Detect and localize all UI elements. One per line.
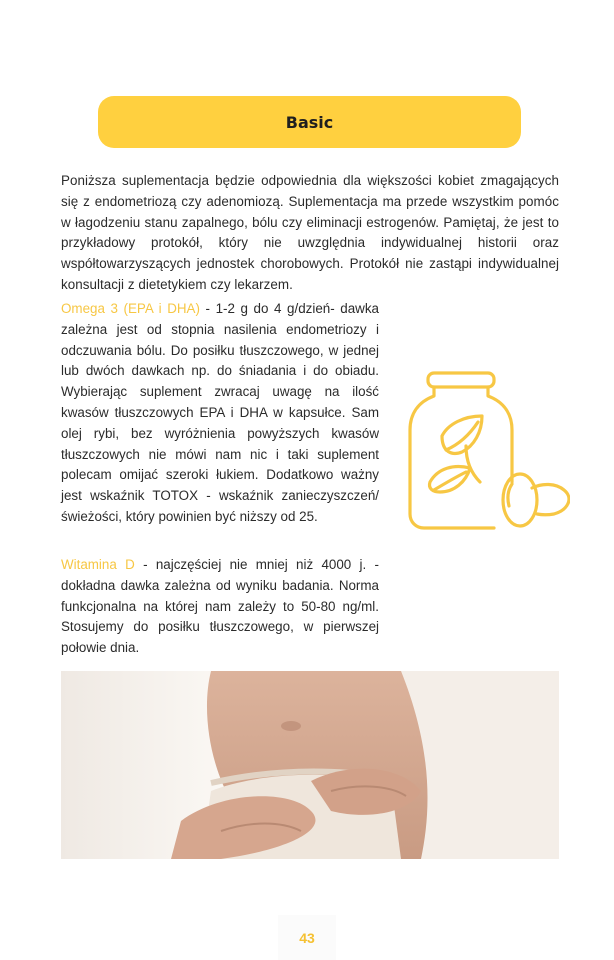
page-number-box	[278, 915, 336, 960]
vitamin-d-text: - najczęściej nie mniej niż 4000 j. - dokładna dawka zależna od wyniku badania. Norma funkcjonalna na której nam zależy to 50-80 ng/ml. Stosujemy do posiłku tłuszczowego, w pierwszej połowie dnia.	[61, 557, 379, 656]
abdomen-photo-illustration	[61, 671, 559, 859]
vitamin-d-label: Witamina D	[61, 557, 135, 572]
section-title: Basic	[285, 112, 334, 132]
vitamin-d-paragraph	[61, 555, 379, 659]
supplement-jar-icon	[404, 370, 570, 536]
omega-label: Omega 3 (EPA i DHA)	[61, 301, 200, 316]
intro-paragraph: Poniższa suplementacja będzie odpowiednia dla większości kobiet zmagających się z endometriozą czy adenomiozą. Suplementacja ma przede wszystkim pomóc w łagodzeniu stanu zapalnego, bólu czy eliminacji estrogenów. Pamiętaj, że jest to przykładowy protokół, który nie uwzględnia indywidualnej historii oraz współtowarzyszących jednostek chorobowych. Protokół nie zastąpi indywidualnej konsultacji z dietetykiem czy lekarzem.	[61, 173, 559, 292]
page-number: 43	[299, 929, 315, 946]
abdomen-photo	[61, 671, 559, 859]
omega-paragraph	[61, 299, 379, 528]
omega-text: - 1-2 g do 4 g/dzień- dawka zależna jest od stopnia nasilenia endometriozy i odczuwania bólu. Do posiłku tłuszczowego, w jednej lub dwóch dawkach np. do śniadania i do obiadu. Wybierając suplement zwracaj uwagę na ilość kwasów tłuszczowych EPA i DHA w kapsułce. Sam olej rybi, bez wyróżnienia powyższych kwasów tłuszczowych nie mówi nam nic i taki suplement polecam omijać szeroki łukiem. Dodatkowo ważny jest wskaźnik TOTOX - wskaźnik zanieczyszczeń/świeżości, który powinien być niższy od 25.	[61, 301, 379, 524]
section-banner	[98, 96, 521, 148]
